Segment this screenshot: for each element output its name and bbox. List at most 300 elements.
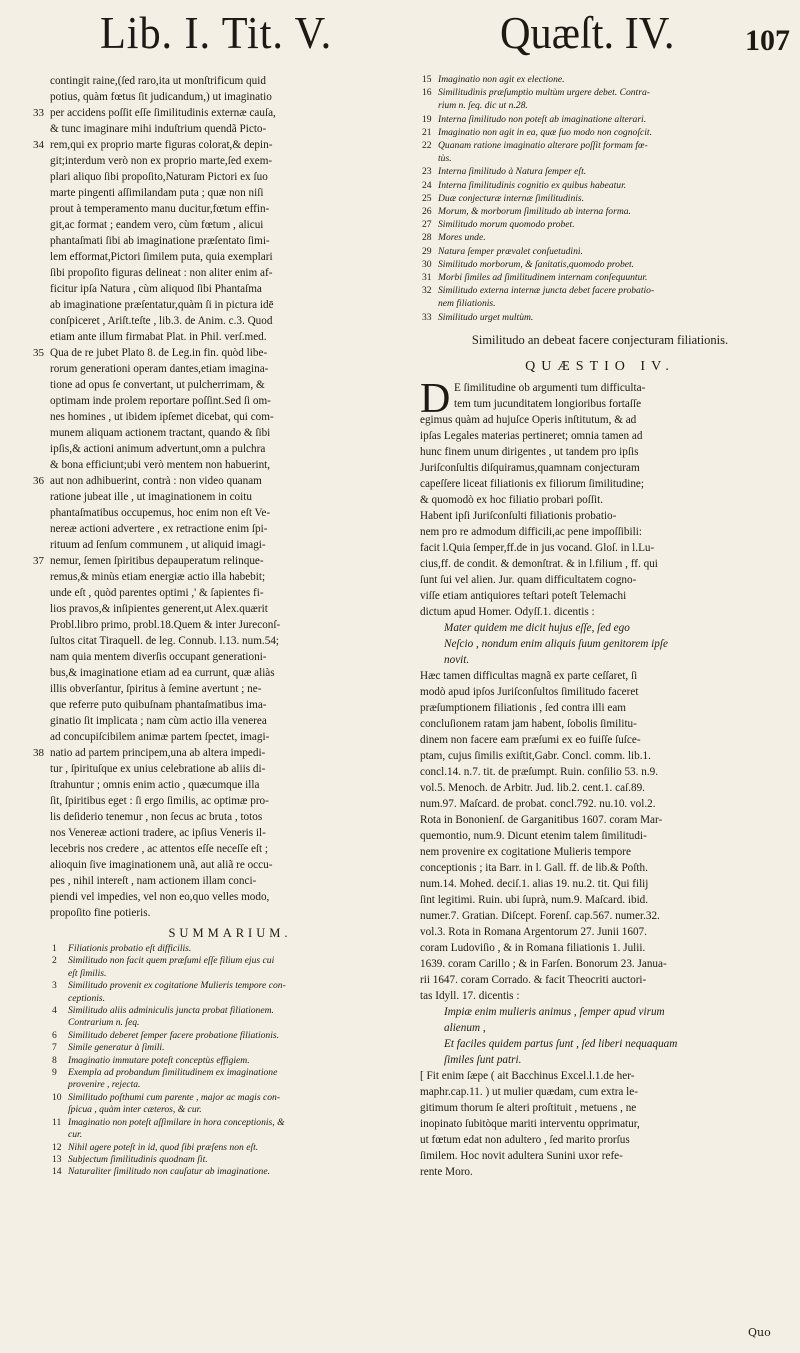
summarium-text: Similitudo aliis adminiculis juncta probat filiationem. [68,1005,274,1017]
text-line [420,396,780,412]
text-line [420,1084,780,1100]
text-line [420,956,780,972]
summarium-item [50,980,410,992]
line-text: illis obverſantur, ſpiritus à ſemine avertunt ; ne- [50,683,262,695]
text-line [50,841,410,857]
line-text: Impiæ enim mulieris animus , ſemper apud virum [444,1005,665,1018]
line-text: cius,ff. de condit. & demonſtrat. & in l.filium , ff. qui [420,557,658,570]
text-line [420,828,780,844]
text-line [420,1004,780,1020]
line-text: alioquin ſive imaginationem unã, aut aliã re occu- [50,859,273,871]
dropcap-paragraph [420,375,780,1180]
summarium-text: nem filiationis. [438,298,496,310]
line-text: lios pravos,& inſipientes generent,ut Alex.quærit [50,603,268,615]
text-line [50,281,410,297]
text-line [50,889,410,905]
text-line [50,697,410,713]
line-text: coram Ludoviſio , & in Romana filiationis 1. Julii. [420,941,646,954]
summarium-item [420,231,780,244]
text-line [420,380,780,396]
text-line [420,636,780,652]
summarium-text: tùs. [438,153,452,165]
summarium-number: 23 [422,166,432,178]
text-line [420,1068,780,1084]
summarium-text: rium n. ſeq. dic ut n.28. [438,100,528,112]
summarium-text: eſt ſimilis. [68,967,107,979]
text-line [50,489,410,505]
line-text: dictum apud Homer. Odyſſ.1. dicentis : [420,605,595,618]
line-text: Qua de re jubet Plato 8. de Leg.in fin. quòd libe- [50,347,268,359]
line-text: git,ac format ; eandem vero, cùm fœtum , alicui [50,219,264,231]
text-line [420,572,780,588]
line-text: natio ad partem principem,una ab altera impedi- [50,747,266,759]
text-line [420,876,780,892]
summarium-number: 4 [52,1005,57,1017]
summarium-text: Imaginatio non poteſt aſſimilare in hora conceptionis, & [68,1116,285,1128]
right-column [420,73,780,1180]
line-text: nos Venereæ actioni tradere, ac ipſius Veneris il- [50,827,266,839]
line-text: 1639. coram Carillo ; & in Farſen. Bonorum 23. Janua- [420,957,667,970]
summarium-text: ſpicua , quàm inter cæteros, & cur. [68,1104,202,1116]
line-text: hunc finem unum dirigentes , ut tandem pro ipſis [420,445,639,458]
line-text: piendi vel impedies, vel non eo,quo velles modo, [50,891,270,903]
summarium-list-left [50,943,410,1179]
summarium-item [420,152,780,165]
line-text: Neſcio , nondum enim aliquis ſuum genitorem ipſe [444,637,668,650]
text-line [420,620,780,636]
text-line [50,521,410,537]
summarium-text: Filiationis probatio eſt difficilis. [68,943,192,954]
summarium-item [420,271,780,284]
summarium-text: ceptionis. [68,992,106,1004]
text-line [420,476,780,492]
summarium-number: 32 [422,285,432,297]
summarium-item [50,1092,410,1104]
summarium-number: 2 [52,955,57,967]
summarium-item [50,1142,410,1154]
text-line [420,556,780,572]
header-book-title: Lib. I. Tit. V. [100,7,333,58]
text-line [420,668,780,684]
text-line [420,508,780,524]
text-line [420,492,780,508]
text-line [50,777,410,793]
summarium-text: Interna ſimilitudo non poteſt ab imaginatione alterari. [438,113,647,125]
line-text: bus,& imaginatione etiam ad ea currunt, quæ aliàs [50,667,275,679]
line-text: & quomodò ex hoc filiatio probari poſſit. [420,493,604,506]
text-line [420,796,780,812]
line-text: phantaſmatibus occupemus, hoc enim non eſt Ve- [50,507,271,519]
line-text: ipſas Legales materias pertineret; omnia tamen ad [420,429,643,442]
summarium-item [50,993,410,1005]
text-line [50,393,410,409]
line-text: ſibi propoſito figuras delineat : non aliter enim af- [50,267,273,279]
summarium-item [420,126,780,139]
line-text: phantaſmati ſibi ab imaginatione præſentato ſimi- [50,235,270,247]
summarium-item [420,284,780,297]
text-line [33,345,410,361]
margin-number: 36 [33,475,44,487]
text-line [420,908,780,924]
line-text: ſtrahuntur ; omnis enim actio , quæcumque illa [50,779,260,791]
text-line [420,524,780,540]
line-text: Habent ipſi Juriſconſulti filiationis probatio- [420,509,617,522]
summarium-text: Exempla ad probandum ſimilitudinem ex imaginatione [68,1067,278,1079]
summarium-number: 29 [422,245,432,257]
text-line [50,729,410,745]
summarium-text: Similitudinis præſumptio multùm urgere debet. Contra- [438,87,650,99]
summarium-item [50,1067,410,1079]
line-text: per accidens poſſit eſſe ſimilitudinis externæ cauſa, [50,107,276,119]
summarium-item [420,179,780,192]
line-text: remus,& minùs etiam energiæ actio illa habebit; [50,571,266,583]
line-text: concluſionem ratam jam habent, ſobolis ſimilitu- [420,717,637,730]
right-body-text [420,375,780,1180]
text-line [420,588,780,604]
summarium-number: 31 [422,272,432,284]
text-line [50,617,410,633]
line-text: lis deſiderio tenemur , non ſecus ac bruta , totos [50,811,263,823]
left-column [33,73,410,1179]
summarium-text: Interna ſimilitudo à Natura ſemper eſt. [438,166,587,178]
text-line [50,505,410,521]
summarium-text: Imaginatio non agit ex electione. [438,74,565,85]
line-text: egimus quàm ad hujuſce Operis inſtitutum, & ad [420,413,637,426]
summarium-text: Similitudo deberet ſemper facere probatione filiationis. [68,1029,280,1041]
summarium-text: Naturaliter ſimilitudo non cauſatur ab imaginatione. [68,1166,271,1178]
text-line [50,457,410,473]
line-text: conſpiceret , Ariſt.teſte , lib.3. de Anim. c.3. Quod [50,315,273,327]
text-line [50,585,410,601]
summarium-item [50,1104,410,1116]
running-header [0,0,800,62]
summarium-number: 21 [422,126,432,138]
line-text: ut fœtum edat non adultero , ſed marito prorſus [420,1133,630,1146]
text-line [420,460,780,476]
margin-number: 37 [33,555,44,567]
summarium-item [50,943,410,955]
margin-number: 35 [33,347,44,359]
summarium-number: 10 [52,1091,62,1103]
line-text: tem tum jucunditatem longioribus fortaſſe [454,397,642,410]
text-line [50,169,410,185]
left-body-text [33,73,410,921]
line-text: potius, quàm fœtus ſit judicandum,) ut imaginatio [50,91,272,103]
summarium-number: 7 [52,1042,57,1054]
text-line [50,361,410,377]
text-line [33,553,410,569]
line-text: quemontio, num.9. Dicunt etenim talem ſimilitudi- [420,829,647,842]
text-line [50,233,410,249]
text-line [50,761,410,777]
text-line [50,89,410,105]
line-text: gitimum thorum ſe alteri proſtituit , metuens , ne [420,1101,637,1114]
text-line [420,1100,780,1116]
text-line [50,121,410,137]
line-text: pes , nihil intereſt , nam actionem illam conci- [50,875,257,887]
summarium-item [420,297,780,310]
summarium-number: 26 [422,206,432,218]
summarium-item [420,86,780,99]
summarium-item [50,1030,410,1042]
line-text: Mater quidem me dicit hujus eſſe, ſed ego [444,621,630,634]
summarium-text: Interna ſimilitudinis cognitio ex quibus habeatur. [438,179,627,191]
summarium-text: Similitudo morum quomodo probet. [438,219,575,231]
line-text: maphr.cap.11. ) ut mulier quædam, cum extra le- [420,1085,638,1098]
summarium-text: Contrarium n. ſeq. [68,1017,140,1029]
summarium-text: Morbi ſimiles ad ſimilitudinem internam conſequuntur. [438,272,648,284]
text-line [50,265,410,281]
summarium-text: Similitudo non facit quem præſumi eſſe filium ejus cui [68,955,275,967]
text-line [50,537,410,553]
text-line [420,940,780,956]
summarium-item [50,1079,410,1091]
line-text: conceptionis ; ita Barr. in l. Gall. ff. de lib.& Poſth. [420,861,648,874]
line-text: ad concupiſcibilem animæ partem ſpectet, imagi- [50,731,270,743]
line-text: rii 1647. coram Corrado. & facit Theocriti auctori- [420,973,647,986]
summarium-number: 22 [422,140,432,152]
line-text: nes homines , ut ibidem ipſemet dicebat, qui com- [50,411,274,423]
line-text: plari aliquo ſibi propoſito,Naturam Pictori ex ſuo [50,171,268,183]
text-line [50,873,410,889]
text-line [420,716,780,732]
summarium-item [50,1042,410,1054]
line-text: nem provenire ex cogitatione Mulieris tempore [420,845,631,858]
line-text: Hæc tamen difficultas magnã ex parte ceſſaret, ſi [420,669,638,682]
line-text: ſultos citat Tiraquell. de leg. Connub. l.13. num.54; [50,635,280,647]
summarium-text: Similitudo urget multùm. [438,311,534,323]
summarium-item [420,218,780,231]
summarium-item [420,99,780,112]
line-text: nem pro re admodum difficili,ac pene impoſſibili: [420,525,642,538]
summarium-number: 24 [422,179,432,191]
catchword: Quo [748,1326,771,1339]
summarium-text: Similitudo poſthumi cum parente , major ac magis con- [68,1091,281,1103]
line-text: prout à temperamento manu ducitur,fœtum effin- [50,203,270,215]
line-text: ſimiles ſunt patri. [444,1053,522,1066]
text-line [420,1116,780,1132]
text-line [50,825,410,841]
summarium-text: Imaginatio immutare poteſt conceptùs effigiem. [68,1054,250,1066]
summarium-item [50,1017,410,1029]
text-line [420,1132,780,1148]
text-line [50,681,410,697]
summarium-number: 25 [422,192,432,204]
summarium-number: 6 [52,1029,57,1041]
text-line [50,377,410,393]
line-text: ſit, ſpiritibus eget : ſi ergo ſimilis, ac optimæ pro- [50,795,269,807]
summarium-text: Similitudo provenit ex cogitatione Mulieris tempore con- [68,980,286,992]
line-text: marte pingenti aſſimilandam puta ; quæ non niſi [50,187,264,199]
text-line [50,713,410,729]
summarium-item [420,113,780,126]
text-line [420,1148,780,1164]
line-text: contingit raine,(ſed raro,ita ut monſtrificum quid [50,75,266,87]
text-line [50,905,410,921]
text-line [420,1020,780,1036]
line-text: concl.14. n.7. tit. de præſumpt. Ruin. conſilio 53. n.9. [420,765,659,778]
line-text: modò apud ipſos Juriſconſultos ſimilitudo faceret [420,685,639,698]
line-text: tas Idyll. 17. dicentis : [420,989,520,1002]
text-line [33,137,410,153]
summarium-number: 19 [422,113,432,125]
line-text: tione ad opus ſe convertant, ut pulcherrimam, & [50,379,265,391]
text-line [420,812,780,828]
summarium-text: provenire , rejecta. [68,1079,141,1091]
summarium-text: Morum, & morborum ſimilitudo ab interna forma. [438,206,631,218]
summarium-item [50,1129,410,1141]
text-line [33,473,410,489]
page-number: 107 [745,24,790,57]
summarium-item [420,165,780,178]
text-line [33,105,410,121]
text-line [420,972,780,988]
text-line [50,425,410,441]
text-line [420,700,780,716]
line-text: & bona efficiunt;ubi verò mentem non habuerint, [50,459,271,471]
line-text: unde eſt , quòd parentes optimi ,' & ſapientes fi- [50,587,264,599]
drop-cap-letter: D [420,375,451,422]
text-line [50,569,410,585]
line-text: que referre puto quibuſnam phantaſmatibus ima- [50,699,267,711]
text-line [420,1036,780,1052]
text-line [50,217,410,233]
line-text: vol.3. Rota in Romana Argentorum 27. Junii 1607. [420,925,647,938]
text-line [420,540,780,556]
line-text: lecebris nos credere , ac attentos eſſe neceſſe eſt ; [50,843,269,855]
text-line [420,988,780,1004]
margin-number: 34 [33,139,44,151]
text-line [420,924,780,940]
text-line [50,201,410,217]
summarium-item [50,1166,410,1178]
line-text: ficitur ipſa Natura , cùm aliquod ſibi Phantaſma [50,283,262,295]
summarium-number: 16 [422,87,432,99]
text-line [50,793,410,809]
line-text: alienum , [444,1021,486,1034]
text-line [50,665,410,681]
summarium-item [50,968,410,980]
text-line [420,1164,780,1180]
text-line [50,409,410,425]
summarium-item [50,1117,410,1129]
line-text: lem efformat,Pictori ſimilem puta, quia exemplari [50,251,273,263]
summarium-title: SUMMARIUM. [168,926,292,940]
text-line [420,412,780,428]
text-line [50,185,410,201]
text-line [50,249,410,265]
summarium-list-right [420,73,780,324]
summarium-text: Similitudo externa internæ juncta debet facere probatio- [438,285,655,297]
line-text: rente Moro. [420,1165,473,1178]
line-text: Rota in Bononienſ. de Garganitibus 1607. coram Mar- [420,813,663,826]
text-line [50,633,410,649]
text-line [50,809,410,825]
line-text: & tunc imaginare mihi induſtrium quendã Picto- [50,123,267,135]
line-text: vol.5. Menoch. de Arbitr. Jud. lib.2. cent.1. caſ.89. [420,781,645,794]
summarium-text: Quanam ratione imaginatio alterare poſſit formam fœ- [438,140,648,152]
line-text: num.14. Mohed. deciſ.1. alias 19. nu.2. tit. Qui filij [420,877,649,890]
summarium-number: 27 [422,219,432,231]
header-question: Quæſt. IV. [500,7,675,58]
text-line [420,764,780,780]
line-text: facit l.Quia ſemper,ff.de in jus vocand. Gloſ. in l.Lu- [420,541,655,554]
text-line [420,444,780,460]
summarium-number: 13 [52,1153,62,1165]
text-line [420,780,780,796]
summarium-item [420,258,780,271]
line-text: capeſſere liceat filiationis ex filiorum ſimilitudine; [420,477,644,490]
summarium-item [420,311,780,324]
summarium-number: 1 [52,943,57,954]
summarium-number: 28 [422,232,432,244]
summarium-text: Natura ſemper prævalet conſuetudini. [438,245,583,257]
summarium-text: Imaginatio non agit in ea, quæ ſuo modo non cognoſcit. [438,126,652,138]
text-line [50,441,410,457]
line-text: Juriſconſultis diſquiramus,quamnam conjecturam [420,461,640,474]
line-text: dinem non facere eam præſumi ex eo fuiſſe ſuſce- [420,733,641,746]
text-line [50,329,410,345]
summarium-item [50,1005,410,1017]
summarium-text: Subjectum ſimilitudinis quodnam ſit. [68,1153,208,1165]
line-text: nam quia mentem diverſis occupant generationi- [50,651,267,663]
line-text: nemur, ſemen ſpiritibus depauperatum relinque- [50,555,264,567]
summarium-text: cur. [68,1129,83,1141]
text-line [420,732,780,748]
line-text: optimam inde prolem reportare poſſint.Sed ſi om- [50,395,271,407]
line-text: [ Fit enim ſæpe ( ait Bacchinus Excel.l.1.de her- [420,1069,635,1082]
text-line [50,649,410,665]
line-text: ginatio ſit implicata ; nam cùm actio illa venerea [50,715,267,727]
margin-number: 33 [33,107,44,119]
summarium-item [420,205,780,218]
text-line [50,601,410,617]
text-line [50,73,410,89]
text-line [420,1052,780,1068]
summarium-item [420,73,780,86]
question-title: QUÆSTIO IV. [525,358,675,374]
line-text: viſſe etiam antiquiores teſtari poteſt Telemachi [420,589,627,602]
summarium-text: Nihil agere poteſt in id, quod ſibi præſens non eſt. [68,1141,259,1153]
line-text: rituum ad ſenſum communem , ut aliquid imagi- [50,539,266,551]
line-text: præſumptionem filiationis , ſed contra illi eam [420,701,626,714]
line-text: numer.7. Gratian. Diſcept. Forenſ. cap.567. numer.32. [420,909,660,922]
summarium-item [50,1055,410,1067]
summarium-number: 11 [52,1116,62,1128]
summarium-number: 33 [422,311,432,323]
text-line [420,748,780,764]
summarium-number: 9 [52,1067,57,1079]
summarium-number: 8 [52,1054,57,1066]
line-text: novit. [444,653,470,666]
text-line [420,604,780,620]
summarium-number: 12 [52,1141,62,1153]
text-line [420,652,780,668]
text-line [50,153,410,169]
line-text: num.97. Maſcard. de probat. concl.792. nu.10. vol.2. [420,797,656,810]
text-line [420,860,780,876]
line-text: inopinato ſubitòque mariti interventu opprimatur, [420,1117,640,1130]
summarium-number: 3 [52,980,57,992]
line-text: propoſito fine potieris. [50,907,151,919]
line-text: Et faciles quidem partus ſunt , ſed liberi nequaquam [444,1037,678,1050]
text-line [420,844,780,860]
line-text: ptam, cujus ſimilis exiſtit,Gabr. Concl. comm. lib.1. [420,749,651,762]
summarium-item [50,955,410,967]
summarium-item [420,245,780,258]
summarium-item [420,139,780,152]
line-text: nereæ actioni advertere , ex retractione enim ſpi- [50,523,268,535]
